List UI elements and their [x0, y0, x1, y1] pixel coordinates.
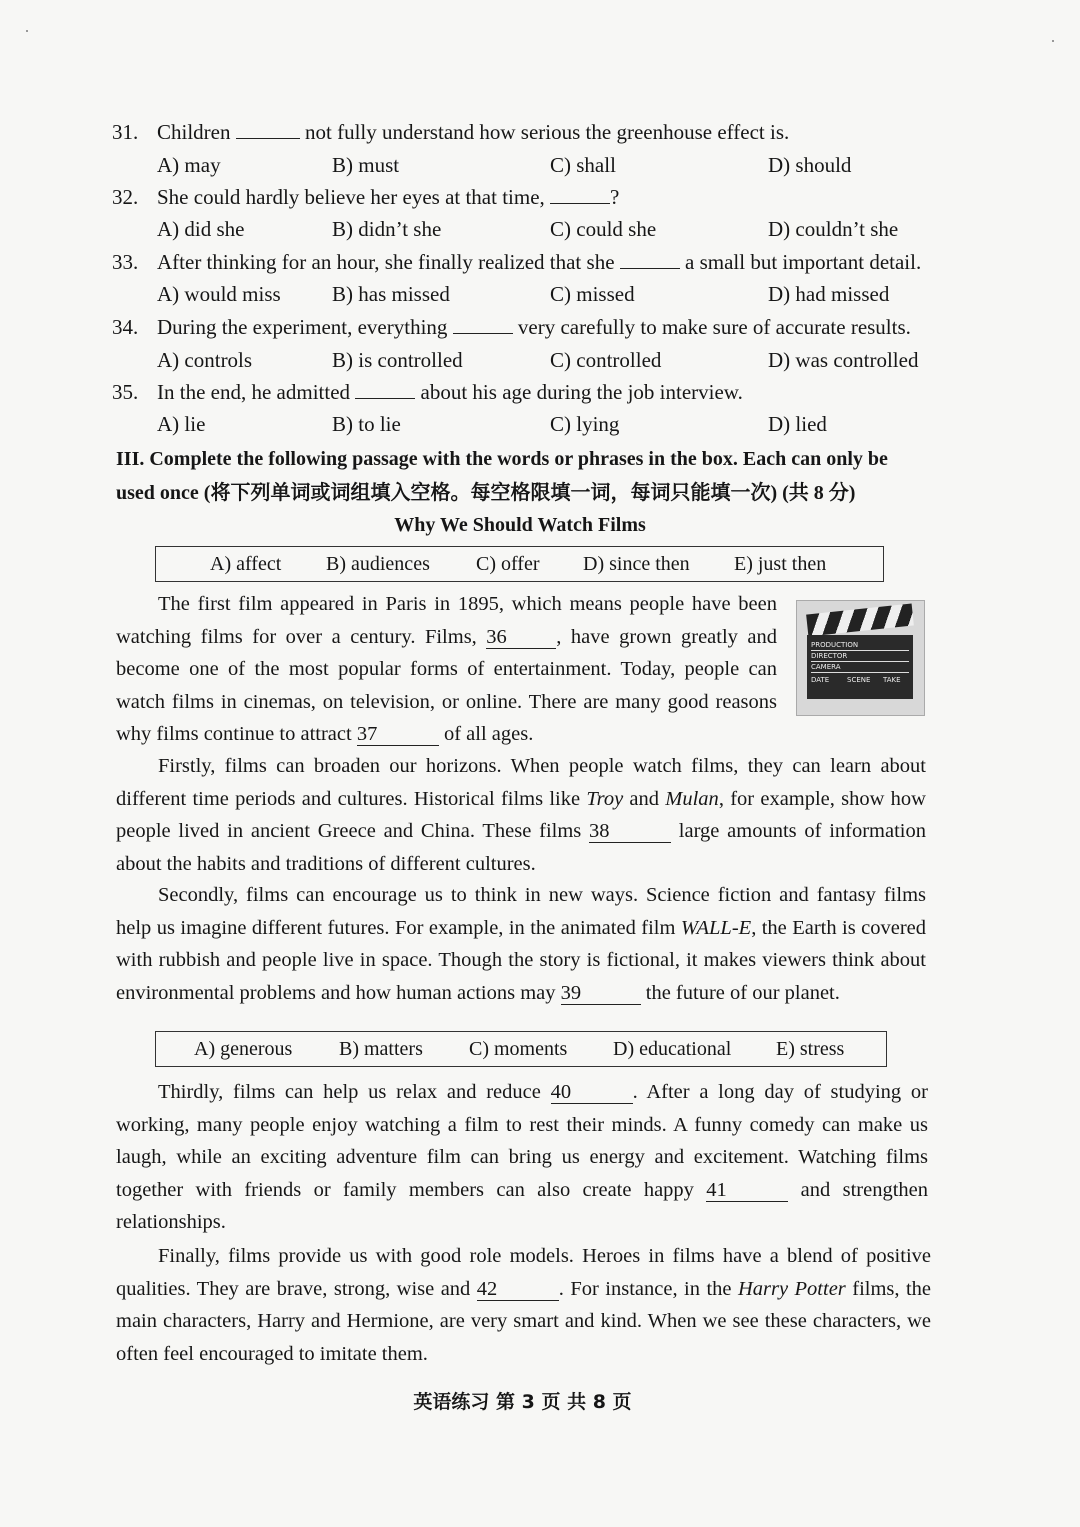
paragraph-4: Thirdly, films can help us relax and reduce 40 . After a long day of studying or working, many people enjoy watching a film to rest their minds. A funny comedy can make us laugh, while an exciting adventure film can bring us energy and excitement. Watching films together with friends or family members can also create happy 41 and strengthen relationships. [116, 1081, 929, 1233]
passage-title: Why We Should Watch Films [394, 514, 646, 536]
scan-speck [26, 30, 28, 32]
word-box-2 [155, 1031, 887, 1067]
answer-blank [236, 120, 300, 139]
question-number: 31. [112, 120, 139, 144]
paragraph-1: The first film appeared in Paris in 1895, which means people have been watching films for over a century. Films, 36 , have grown greatly and become one of the most popular forms of entertainment. Today, people can watch films in cinemas, on television, or online. There are many good reasons why films continue to attract 37 of all ages. [116, 593, 777, 745]
option-b: B) didn’t she [332, 217, 442, 241]
question-number: 33. [112, 250, 139, 274]
slate-line [811, 661, 909, 662]
options-35 [157, 412, 937, 440]
box-word: D) since then [583, 553, 690, 575]
option-b: B) must [332, 153, 400, 177]
slate-label: TAKE [883, 676, 901, 684]
option-a: A) may [157, 153, 221, 177]
box-word: E) stress [776, 1038, 845, 1060]
options-32 [157, 217, 937, 245]
slate-line [811, 672, 909, 673]
slate-label: DIRECTOR [811, 652, 848, 660]
question-text: In the end, he admitted about his age during the job interview. [157, 380, 743, 404]
option-c: C) controlled [550, 348, 662, 372]
option-a: A) controls [157, 348, 253, 372]
box-word: B) audiences [326, 553, 430, 575]
box-word: A) affect [210, 553, 282, 575]
paragraph-2: Firstly, films can broaden our horizons. When people watch films, they can learn about different time periods and cultures. Historical films like Troy and Mulan, for example, show how people lived in ancient Greece and China. These films 38 large amounts of information about the habits and traditions of different cultures. [116, 755, 926, 875]
option-d: D) couldn’t she [768, 217, 899, 241]
clapper-slate [807, 635, 913, 699]
option-b: B) is controlled [332, 348, 463, 372]
option-c: C) could she [550, 217, 657, 241]
question-number: 35. [112, 380, 139, 404]
option-d: D) should [768, 153, 852, 177]
question-number: 34. [112, 315, 139, 339]
slate-line [811, 650, 909, 651]
section-heading: III. Complete the following passage with the words or phrases in the box. Each can only be used once (将下列单词或词组填入空格。每空格限填一词，每词只能填一次) (共 8 分) [116, 448, 888, 504]
question-text: After thinking for an hour, she finally realized that she a small but important detail. [157, 250, 922, 274]
slate-label: DATE [811, 676, 830, 684]
question-text: She could hardly believe her eyes at that time, ? [157, 185, 620, 209]
blank-39: 39 [561, 982, 641, 1005]
box-word: E) just then [734, 553, 827, 575]
page-footer: 英语练习 第 3 页 共 8 页 [413, 1391, 632, 1413]
option-c: C) lying [550, 412, 620, 436]
film-clapperboard-image [796, 600, 925, 716]
blank-42: 42 [477, 1278, 559, 1301]
answer-blank [453, 315, 513, 334]
answer-blank [355, 380, 415, 399]
box-word: A) generous [194, 1038, 293, 1060]
option-b: B) to lie [332, 412, 401, 436]
option-a: A) did she [157, 217, 245, 241]
option-a: A) would miss [157, 282, 281, 306]
option-b: B) has missed [332, 282, 450, 306]
option-d: D) had missed [768, 282, 890, 306]
blank-40: 40 [551, 1081, 633, 1104]
scan-speck [1052, 40, 1054, 42]
box-word: C) offer [476, 553, 540, 575]
slate-label: CAMERA [811, 663, 841, 671]
answer-blank [550, 185, 610, 204]
answer-blank [620, 250, 680, 269]
option-c: C) shall [550, 153, 616, 177]
blank-36: 36 [486, 626, 556, 649]
options-34 [157, 348, 937, 376]
box-word: D) educational [613, 1038, 732, 1060]
question-text: Children not fully understand how serious the greenhouse effect is. [157, 120, 790, 144]
clapper-stick [806, 604, 914, 637]
box-word: B) matters [339, 1038, 423, 1060]
option-a: A) lie [157, 412, 206, 436]
question-number: 32. [112, 185, 139, 209]
paragraph-5: Finally, films provide us with good role models. Heroes in films have a blend of positive qualities. They are brave, strong, wise and 42 . For instance, in the Harry Potter films, the main characters, Harry and Hermione, are very smart and kind. When we see these characters, we often feel encouraged to imitate them. [116, 1245, 932, 1365]
blank-37: 37 [357, 723, 439, 746]
option-c: C) missed [550, 282, 635, 306]
slate-label: SCENE [847, 676, 871, 684]
options-33 [157, 282, 937, 310]
paragraph-3: Secondly, films can encourage us to think in new ways. Science fiction and fantasy films help us imagine different futures. For example, in the animated film WALL-E, the Earth is covered with rubbish and people live in space. Though the story is fictional, it makes viewers think about environmental problems and how human actions may 39 the future of our planet. [116, 884, 927, 1004]
slate-label: PRODUCTION [811, 641, 859, 649]
option-d: D) was controlled [768, 348, 919, 372]
blank-38: 38 [589, 820, 671, 843]
blank-41: 41 [706, 1179, 788, 1202]
word-box-1 [155, 546, 884, 582]
options-31 [157, 153, 937, 181]
option-d: D) lied [768, 412, 827, 436]
box-word: C) moments [469, 1038, 568, 1060]
question-text: During the experiment, everything very carefully to make sure of accurate results. [157, 315, 911, 339]
